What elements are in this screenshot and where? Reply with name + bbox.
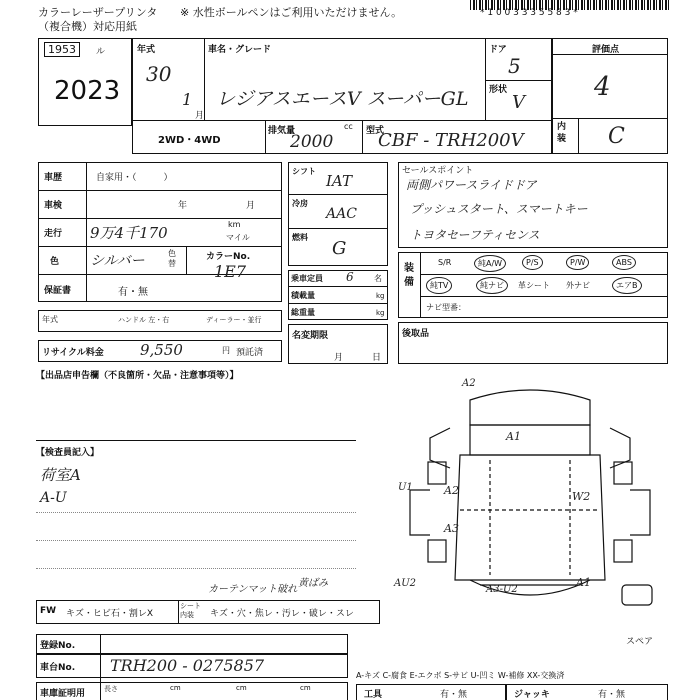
model-year-month: 1: [182, 90, 193, 109]
sales-point-2: プッシュスタート、スマートキー: [410, 202, 588, 216]
after-install-box: [398, 322, 668, 364]
expiry-day: 日: [372, 353, 382, 363]
capacity-unit: 名: [374, 274, 382, 283]
sales-points-label: セールスポイント: [402, 166, 474, 176]
displacement-value: 2000: [290, 132, 334, 152]
vehicle-damage-diagram: [390, 380, 670, 620]
mark-center: A3: [444, 522, 459, 535]
dealer-label: ディーラー・並行: [206, 316, 262, 324]
name-grade-label: 車名・グレード: [208, 45, 272, 55]
after-install-label: 後取品: [402, 329, 430, 339]
warranty-label: 保証書: [44, 286, 72, 296]
car-year-label: 年式: [42, 315, 58, 324]
equip-ps: P/S: [522, 255, 543, 270]
inspector-label: 【検査員記入】: [36, 448, 100, 458]
recycle-unit: 円: [222, 346, 230, 355]
sales-point-3: トヨタセーフティセンス: [410, 228, 540, 242]
equip-ext-navi: 外ナビ: [566, 281, 590, 290]
history-value: 自家用・（ ）: [96, 173, 173, 183]
registration-row: [36, 634, 348, 654]
model-year-label: 年式: [137, 45, 156, 55]
interior-label: 内装: [557, 122, 567, 144]
mark-right-rear: A1: [576, 576, 591, 589]
exhibitor-label: 【出品店申告欄（不良箇所・欠品・注意事項等）】: [36, 371, 239, 381]
color-value: シルバー: [90, 253, 145, 269]
mileage-unit-km: km: [228, 220, 241, 229]
mark-top: A2: [462, 378, 476, 389]
recycle-value: 9,550: [140, 341, 183, 359]
shape-label: 形状: [489, 85, 508, 95]
inspector-note-1: 荷室A: [40, 466, 81, 484]
inspection-year: 年: [178, 201, 188, 211]
spare-label: スペア: [626, 637, 654, 647]
mark-left-mid: A2: [444, 484, 459, 497]
equip-navi-model: ナビ型番：: [426, 303, 466, 312]
equip-tv: 純TV: [426, 277, 452, 294]
printer-note-1: カラーレーザープリンタ: [38, 6, 158, 19]
equip-airbag: エアB: [612, 277, 642, 294]
displacement-unit: cc: [344, 122, 353, 131]
equip-aw: 純A/W: [474, 255, 506, 272]
mark-rear-left: AU2: [394, 578, 417, 589]
total-weight-unit: kg: [376, 309, 385, 317]
color-no-value: 1E7: [214, 262, 247, 281]
seat-text: キズ・穴・焦レ・汚レ・破レ・スレ: [210, 609, 354, 619]
printer-note-2: （複合機）対応用紙: [38, 20, 137, 33]
inspection-month: 月: [246, 201, 256, 211]
barcode-text: * 1 0 0 3 3 3 5 5 8 3 *: [480, 8, 578, 18]
certificate-label: 車庫証明用: [40, 689, 86, 699]
name-grade-value: レジアスエースV スーパーGL: [216, 88, 469, 110]
mileage-label: 走行: [44, 229, 63, 239]
certificate-cm-3: cm: [300, 684, 311, 692]
damage-legend: A-キズ C-腐食 E-エクボ S-サビ U-凹ミ W-補修 XX-交換済: [356, 671, 565, 680]
model-year-month-unit: 月: [195, 111, 205, 121]
load-label: 積載量: [291, 291, 315, 300]
color-label: 色: [50, 257, 60, 267]
lot-suffix: ル: [96, 47, 106, 57]
mileage-unit-mile: マイル: [226, 233, 250, 242]
equip-navi: 純ナビ: [476, 277, 508, 294]
mileage-value: 9万4千170: [90, 224, 168, 242]
registration-label: 登録No.: [40, 641, 76, 651]
capacity-value: 6: [346, 270, 354, 284]
door-value: 5: [508, 54, 521, 78]
recycle-label: リサイクル料金: [42, 348, 104, 358]
mark-rear-center: A3-U2: [486, 584, 518, 595]
certificate-cm-2: cm: [236, 684, 247, 692]
expiry-label: 名変期限: [292, 331, 329, 341]
cooler-value: AAC: [326, 206, 357, 222]
displacement-label: 排気量: [268, 126, 296, 136]
drive-label: 2WD・4WD: [158, 135, 221, 146]
expiry-month: 月: [334, 353, 344, 363]
rating-value: 4: [594, 72, 611, 102]
door-label: ドア: [489, 45, 507, 55]
pen-note: ※ 水性ボールペンはご利用いただけません。: [180, 6, 403, 19]
fw-text: キズ・ヒビ石・割レX: [66, 609, 153, 619]
jack-label: ジャッキ: [514, 690, 550, 700]
seat-label: シート内装: [180, 602, 201, 619]
color-change-label: 色替: [168, 249, 176, 268]
certificate-cm-1: cm: [170, 684, 181, 692]
sales-point-1: 両側パワースライドドア: [406, 178, 537, 192]
equip-abs: ABS: [612, 255, 636, 270]
equip-pw: P/W: [566, 255, 589, 270]
fuel-label: 燃料: [292, 233, 308, 242]
shift-value: IAT: [326, 172, 352, 190]
interior-note-1: カーテンマット破れ: [208, 584, 298, 595]
warranty-value: 有・無: [118, 287, 148, 298]
total-weight-label: 総重量: [291, 308, 315, 317]
equip-sr: S/R: [438, 258, 452, 267]
lot-number: 1953: [44, 42, 80, 57]
inspection-label: 車検: [44, 201, 63, 211]
capacity-label: 乗車定員: [291, 274, 323, 283]
lot-year: 2023: [54, 76, 121, 106]
cooler-label: 冷房: [292, 199, 308, 208]
chassis-value: TRH200 - 0275857: [110, 656, 265, 675]
equipment-label: 装備: [404, 263, 414, 288]
model-type-value: CBF - TRH200V: [378, 130, 524, 151]
certificate-length: 長さ: [104, 685, 118, 693]
mark-left-front: U1: [398, 482, 413, 493]
model-type-label: 型式: [366, 126, 385, 136]
tools-value: 有・無: [440, 690, 468, 700]
shift-label: シフト: [292, 167, 316, 176]
fuel-value: G: [332, 238, 347, 259]
color-no-label: カラーNo.: [206, 252, 251, 262]
fw-label: FW: [40, 606, 57, 616]
interior-note-2: 黄ばみ: [298, 578, 328, 589]
equip-leather: 革シート: [518, 281, 550, 290]
chassis-label: 車台No.: [40, 663, 76, 673]
mark-right-side: W2: [572, 490, 591, 503]
load-unit: kg: [376, 292, 385, 300]
recycle-deposit: 預託済: [236, 348, 264, 358]
tools-label: 工具: [364, 690, 383, 700]
model-year-value: 30: [146, 62, 172, 86]
shape-value: V: [512, 92, 525, 113]
inspector-note-2: A-U: [40, 490, 67, 506]
history-label: 車歴: [44, 173, 63, 183]
jack-value: 有・無: [598, 690, 626, 700]
rating-label: 評価点: [592, 45, 620, 55]
handle-label: ハンドル 左・右: [118, 316, 170, 324]
interior-value: C: [608, 124, 625, 149]
mark-hood: A1: [506, 430, 521, 443]
